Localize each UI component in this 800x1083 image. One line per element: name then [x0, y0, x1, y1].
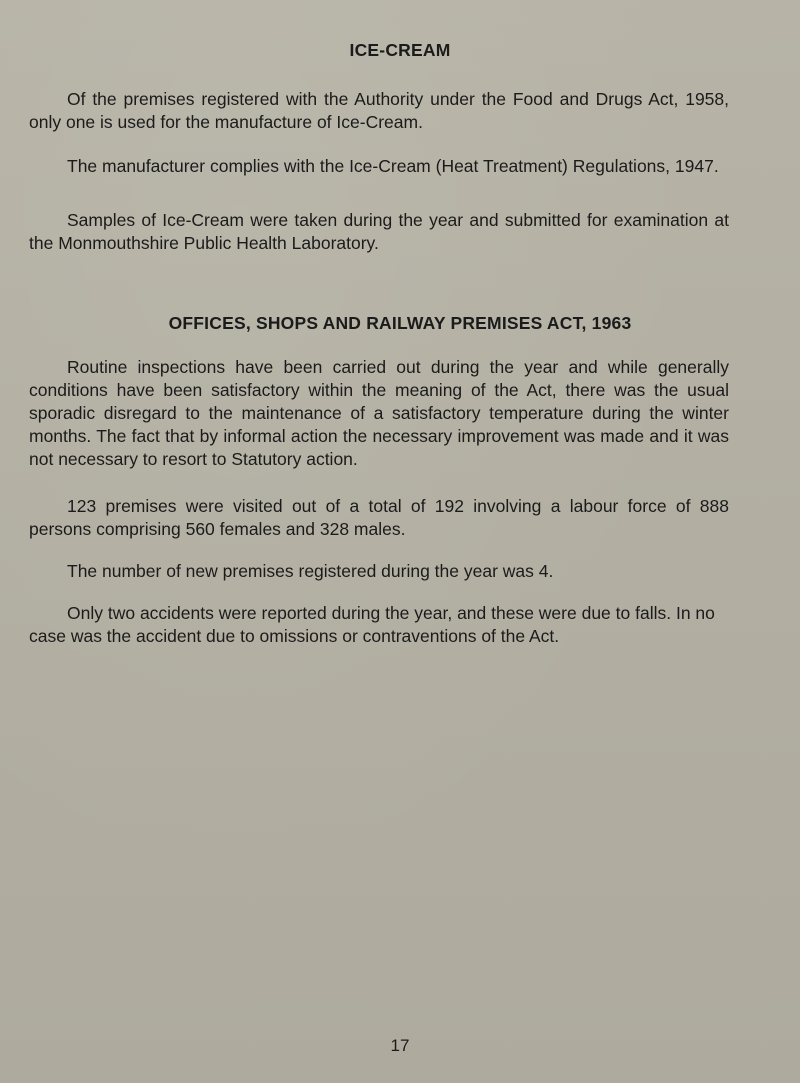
ice-cream-paragraph-3: Samples of Ice-Cream were taken during the year and submitted for examination at the Monmouthshire Public Health Laboratory.: [29, 210, 729, 253]
page-number: 17: [390, 1036, 410, 1055]
offices-paragraph-1: Routine inspections have been carried out during the year and while generally conditions have been satisfactory within the meaning of the Act, there was the usual sporadic disregard to the maintenance of a satisfactory temperature during the winter months. The fact that by informal action the necessary improvement was made and it was not necessary to resort to Statutory action.: [29, 357, 729, 469]
ice-cream-paragraph-2: The manufacturer complies with the Ice-Cream (Heat Treatment) Regulations, 1947.: [67, 156, 719, 176]
offices-paragraph-2: 123 premises were visited out of a total of 192 involving a labour force of 888 persons comprising 560 females and 328 males.: [29, 496, 729, 539]
offices-paragraph-3: The number of new premises registered during the year was 4.: [67, 561, 554, 581]
offices-paragraph-4: Only two accidents were reported during the year, and these were due to falls. In no case was the accident due to omissions or contraventions of the Act.: [29, 603, 715, 646]
offices-act-heading: OFFICES, SHOPS AND RAILWAY PREMISES ACT, 1963: [168, 313, 632, 333]
ice-cream-paragraph-1: Of the premises registered with the Authority under the Food and Drugs Act, 1958, only one is used for the manufacture of Ice-Cream.: [29, 89, 729, 132]
ice-cream-heading: ICE-CREAM: [349, 40, 451, 60]
